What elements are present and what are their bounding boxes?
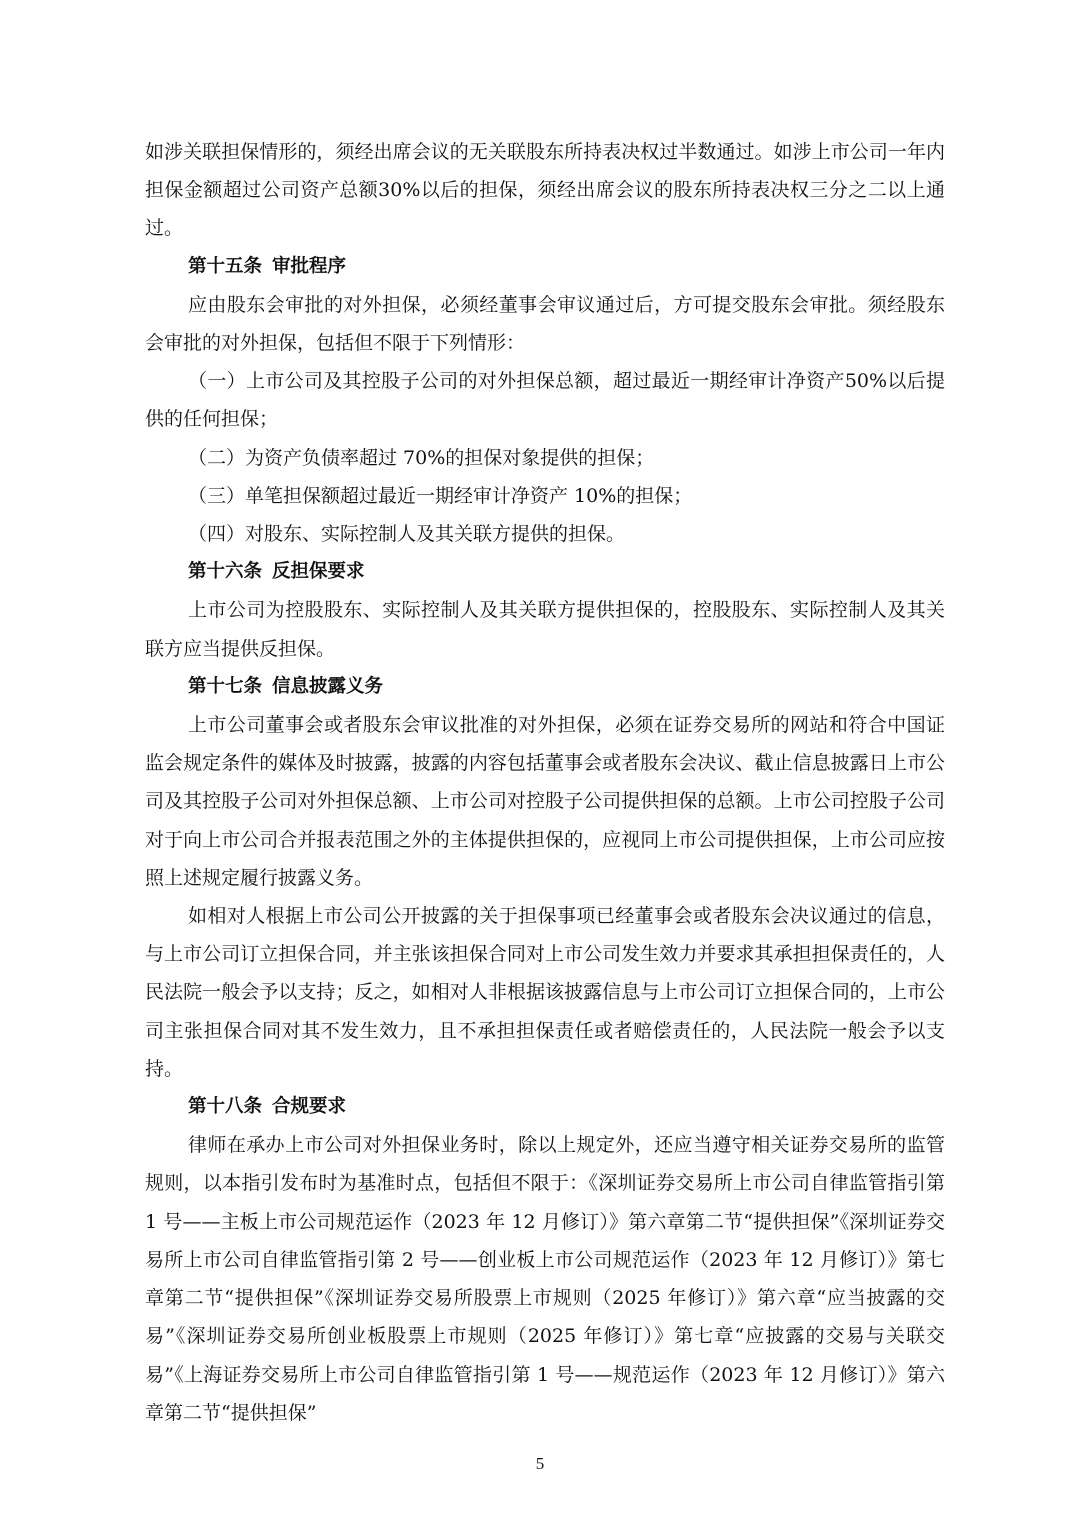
article-title: 反担保要求 bbox=[272, 561, 365, 583]
article-number: 第十五条 bbox=[188, 255, 263, 277]
paragraph: 如涉关联担保情形的，须经出席会议的无关联股东所持表决权过半数通过。如涉上市公司一年内担保金额超过公司资产总额30%以后的担保，须经出席会议的股东所持表决权三分之二以上通过。 bbox=[145, 141, 945, 240]
article-title: 合规要求 bbox=[272, 1096, 347, 1118]
article-heading bbox=[145, 553, 945, 591]
list-item: （四）对股东、实际控制人及其关联方提供的担保。 bbox=[188, 523, 626, 546]
article-title: 审批程序 bbox=[272, 255, 347, 277]
paragraph: 应由股东会审批的对外担保，必须经董事会审议通过后，方可提交股东会审批。须经股东会审批的对外担保，包括但不限于下列情形： bbox=[145, 293, 945, 355]
article-number: 第十六条 bbox=[188, 561, 263, 583]
article-title: 信息披露义务 bbox=[272, 675, 384, 697]
paragraph: 上市公司董事会或者股东会审议批准的对外担保，必须在证券交易所的网站和符合中国证监会规定条件的媒体及时披露，披露的内容包括董事会或者股东会决议、截止信息披露日上市公司及其控股子公司对外担保总额、上市公司对控股子公司提供担保的总额。上市公司控股子公司对于向上市公司合并报表范围之外的主体提供担保的，应视同上市公司提供担保，上市公司应按照上述规定履行披露义务。 bbox=[145, 714, 945, 889]
article-heading bbox=[145, 248, 945, 286]
list-item: （二）为资产负债率超过 70%的担保对象提供的担保； bbox=[188, 446, 655, 469]
article-heading bbox=[145, 1088, 945, 1126]
article-number: 第十七条 bbox=[188, 675, 263, 697]
paragraph: 如相对人根据上市公司公开披露的关于担保事项已经董事会或者股东会决议通过的信息，与上市公司订立担保合同，并主张该担保合同对上市公司发生效力并要求其承担担保责任的，人民法院一般会予以支持；反之，如相对人非根据该披露信息与上市公司订立担保合同的，上市公司主张担保合同对其不发生效力，且不承担担保责任或者赔偿责任的，人民法院一般会予以支持。 bbox=[145, 905, 945, 1080]
paragraph: 上市公司为控股股东、实际控制人及其关联方提供担保的，控股股东、实际控制人及其关联方应当提供反担保。 bbox=[145, 599, 945, 660]
article-heading bbox=[145, 668, 945, 706]
list-item: （三）单笔担保额超过最近一期经审计净资产 10%的担保； bbox=[188, 484, 693, 507]
document-body bbox=[145, 133, 945, 1432]
list-item: （一）上市公司及其控股子公司的对外担保总额，超过最近一期经审计净资产50%以后提供的任何担保； bbox=[145, 370, 945, 431]
article-number: 第十八条 bbox=[188, 1096, 263, 1118]
page-number: 5 bbox=[535, 1454, 545, 1473]
paragraph: 律师在承办上市公司对外担保业务时，除以上规定外，还应当遵守相关证券交易所的监管规则，以本指引发布时为基准时点，包括但不限于：《深圳证券交易所上市公司自律监管指引第 1 号——主板上市公司规范运作（2023 年 12 月修订）》第六章第二节“提供担保”《深圳证券交易所上市公司自律监管指引第 2 号——创业板上市公司规范运作（2023 年 12 月修订）》第七章第二节“提供担保”《深圳证券交易所股票上市规则（2025 年修订）》第六章“应当披露的交易”《深圳证券交易所创业板股票上市规则（2025 年修订）》第七章“应披露的交易与关联交易”《上海证券交易所上市公司自律监管指引第 1 号——规范运作（2023 年 12 月修订）》第六章第二节“提供担保” bbox=[145, 1134, 945, 1424]
